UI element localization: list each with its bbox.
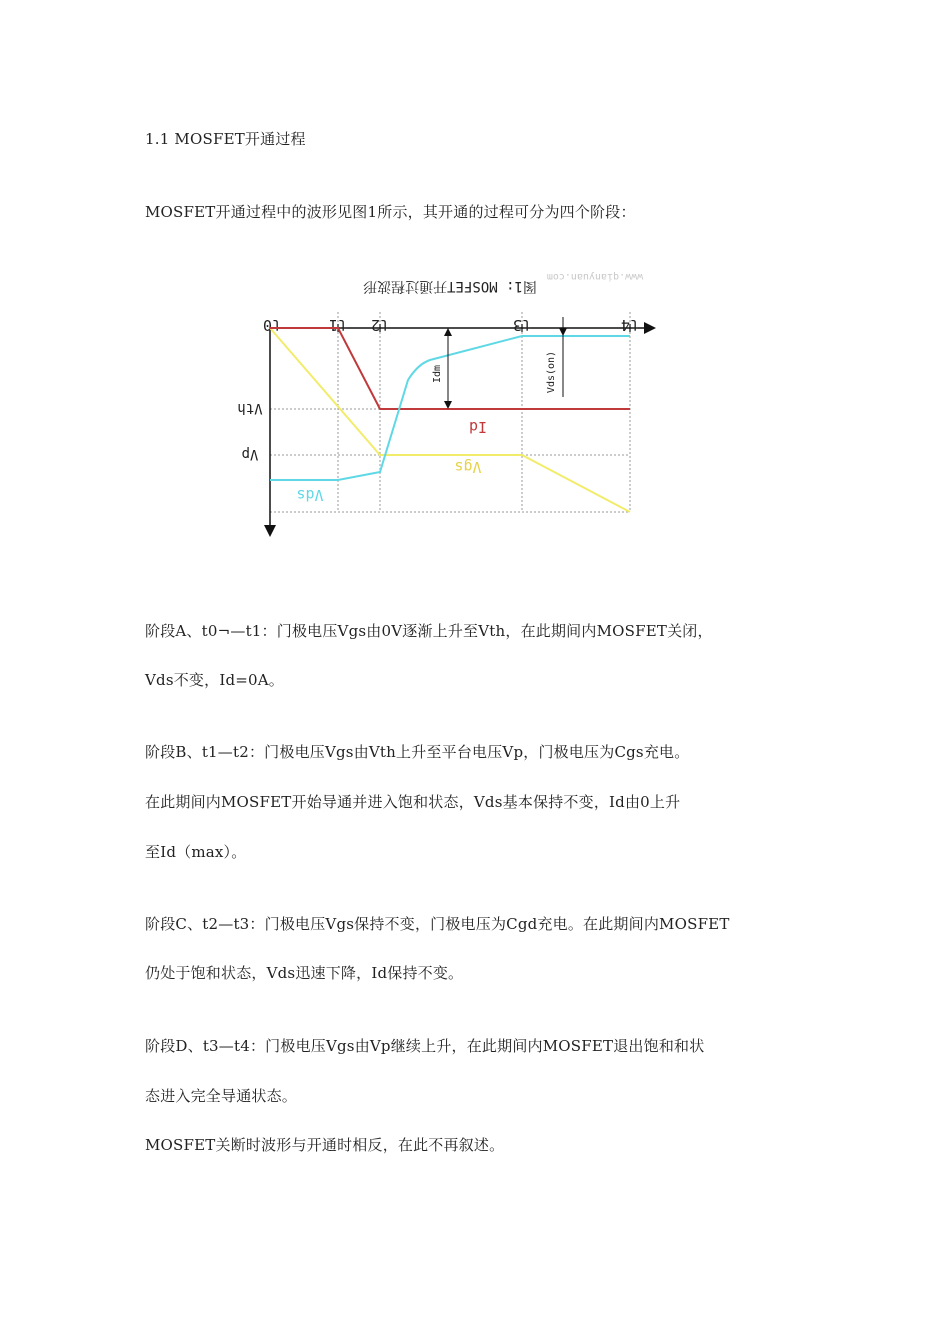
figure-caption: 图1: MOSFET开通过程波形 [363, 278, 537, 294]
y-axis-arrow [264, 525, 276, 537]
stage-b-line-3: 至Id（max）。 [145, 843, 247, 861]
idm-label: Idm [432, 364, 443, 384]
vds-label: Vds [296, 486, 324, 504]
time-label-t2: t2 [370, 316, 390, 334]
x-axis-arrow [644, 322, 656, 334]
stage-d-line-1: 阶段D、t3—t4：门极电压Vgs由Vp继续上升，在此期间内MOSFET退出饱和和状 [145, 1037, 705, 1055]
id-label: Id [468, 418, 488, 436]
stage-c-line-2: 仍处于饱和状态，Vds迅速下降，Id保持不变。 [145, 964, 464, 982]
time-label-t0: t0 [262, 316, 282, 334]
vds-on-label: Vds(on) [546, 350, 557, 394]
grid-lines [270, 312, 630, 512]
stage-a-line-2: Vds不变，Id=0A。 [145, 671, 285, 689]
section-heading: 1.1 MOSFET开通过程 [145, 130, 306, 148]
y-label-vp: Vp [241, 446, 259, 462]
stage-c-line-1: 阶段C、t2—t3：门极电压Vgs保持不变，门极电压为Cgd充电。在此期间内MOSFET [145, 915, 730, 933]
stage-b-line-2: 在此期间内MOSFET开始导通并进入饱和状态，Vds基本保持不变，Id由0上升 [145, 793, 681, 811]
stage-a-line-1: 阶段A、t0¬—t1：门极电压Vgs由0V逐渐上升至Vth，在此期间内MOSFET关闭， [145, 622, 713, 640]
closing-paragraph: MOSFET关断时波形与开通时相反，在此不再叙述。 [145, 1136, 505, 1154]
id-curve [270, 328, 630, 409]
intro-paragraph: MOSFET开通过程中的波形见图1所示，其开通的过程可分为四个阶段： [145, 203, 636, 221]
waveform-diagram [230, 262, 670, 552]
watermark-text: www.qianyuan.com [546, 271, 644, 282]
vgs-label: Vgs [454, 458, 482, 476]
stage-b-line-1: 阶段B、t1—t2：门极电压Vgs由Vth上升至平台电压Vp，门极电压为Cgs充电。 [145, 743, 690, 761]
time-label-t4: t4 [620, 316, 640, 334]
waveform-figure [230, 262, 670, 552]
time-label-t1: t1 [328, 316, 348, 334]
stage-d-line-2: 态进入完全导通状态。 [145, 1087, 298, 1105]
y-label-vth: Vth [237, 400, 263, 416]
time-label-t3: t3 [512, 316, 532, 334]
